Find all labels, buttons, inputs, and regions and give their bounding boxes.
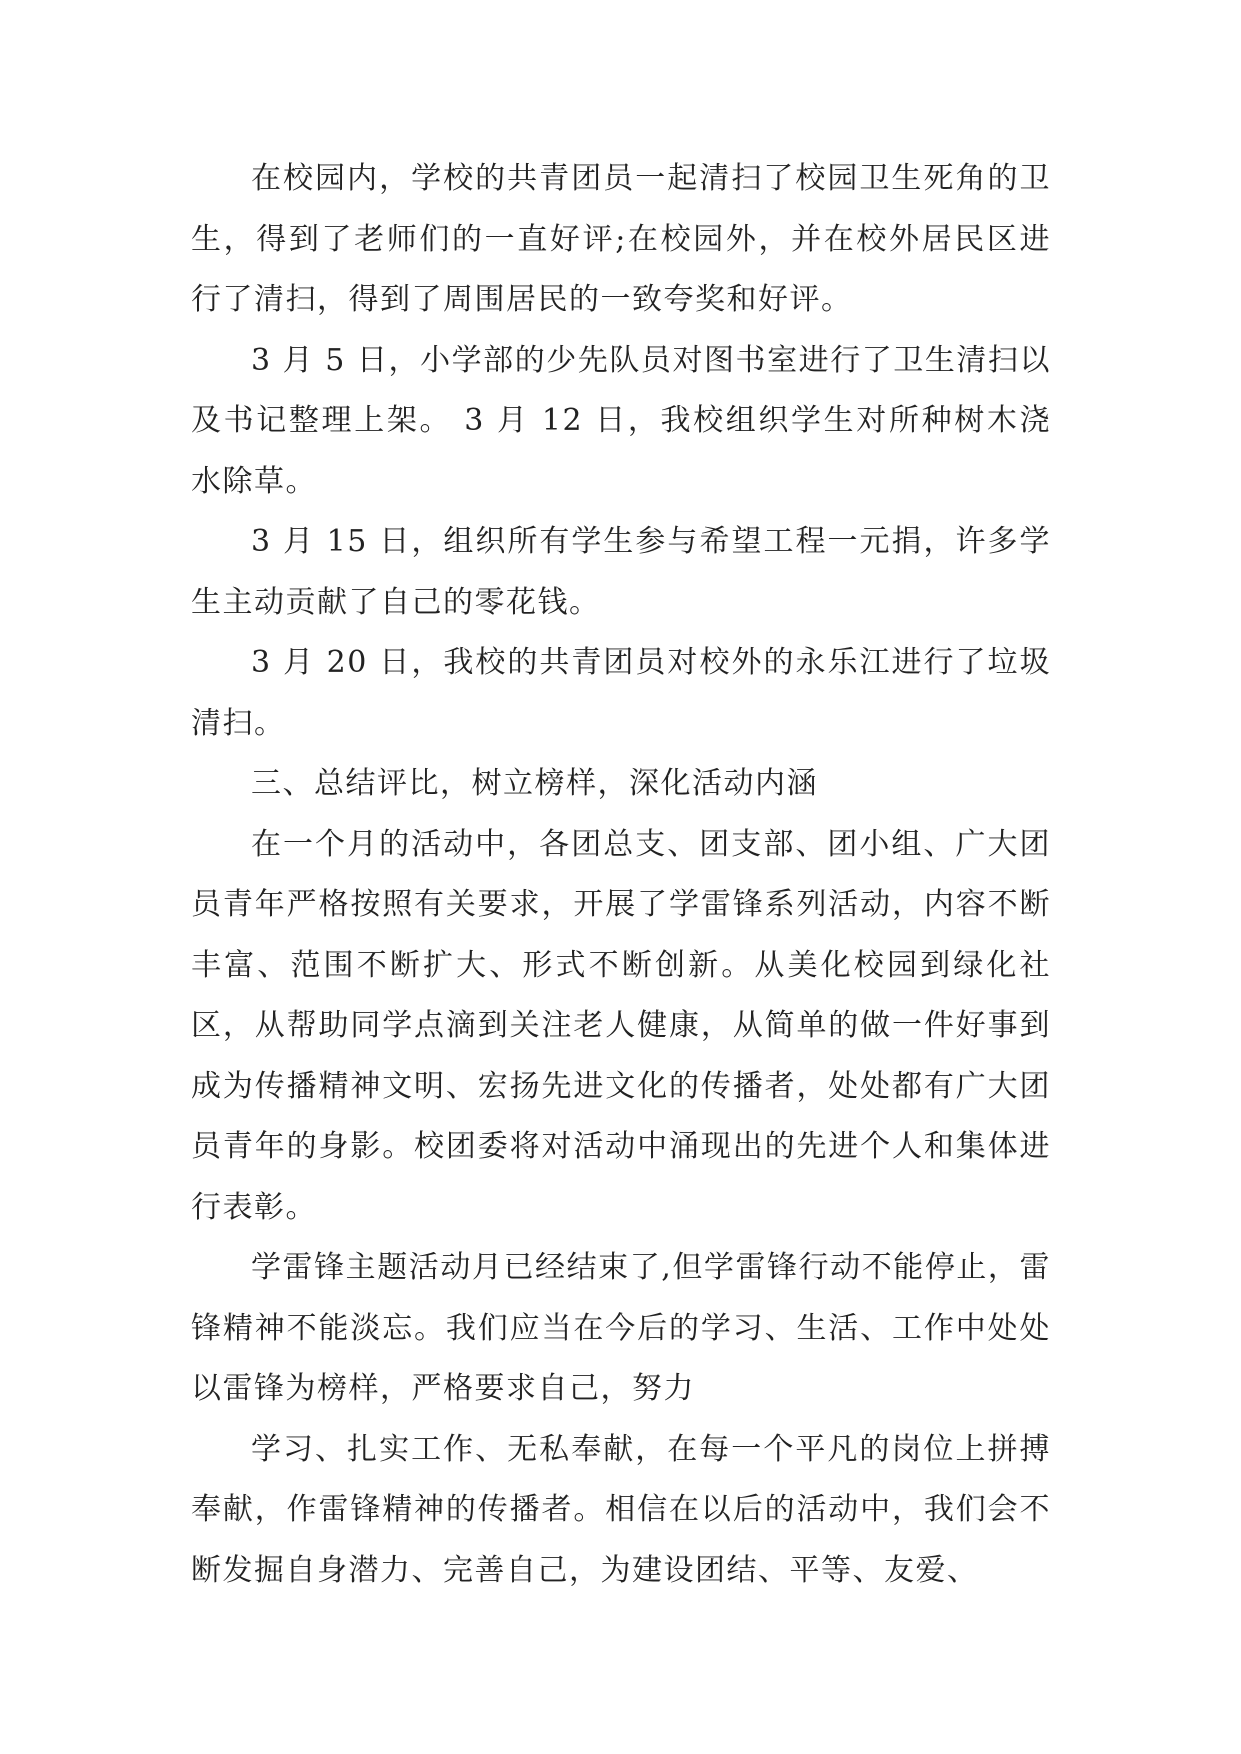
paragraph-lei-feng-spirit: 学雷锋主题活动月已经结束了,但学雷锋行动不能停止，雷锋精神不能淡忘。我们应当在今后的学习、生活、工作中处处以雷锋为榜样，严格要求自己，努力	[191, 1250, 1051, 1406]
paragraph-study-dedication: 学习、扎实工作、无私奉献，在每一个平凡的岗位上拼搏奉献，作雷锋精神的传播者。相信在以后的活动中，我们会不断发掘自身潜力、完善自己，为建设团结、平等、友爱、	[191, 1431, 1051, 1588]
paragraph-march-15: 3 月 15 日，组织所有学生参与希望工程一元捐，许多学生主动贡献了自己的零花钱。	[191, 524, 1051, 620]
document-page	[191, 149, 1051, 1601]
paragraph-campus-cleaning: 在校园内，学校的共青团员一起清扫了校园卫生死角的卫生，得到了老师们的一直好评;在校园外，并在校外居民区进行了清扫，得到了周围居民的一致夸奖和好评。	[191, 161, 1051, 317]
section-heading-summary: 三、总结评比，树立榜样，深化活动内涵	[251, 766, 818, 801]
paragraph-month-activities: 在一个月的活动中，各团总支、团支部、团小组、广大团员青年严格按照有关要求，开展了学雷锋系列活动，内容不断丰富、范围不断扩大、形式不断创新。从美化校园到绿化社区，从帮助同学点滴到关注老人健康，从简单的做一件好事到成为传播精神文明、宏扬先进文化的传播者，处处都有广大团员青年的身影。校团委将对活动中涌现出的先进个人和集体进行表彰。	[191, 826, 1051, 1225]
paragraph-march-20: 3 月 20 日，我校的共青团员对校外的永乐江进行了垃圾清扫。	[191, 645, 1051, 741]
paragraph-march-5-12: 3 月 5 日，小学部的少先队员对图书室进行了卫生清扫以及书记整理上架。 3 月 12 日，我校组织学生对所种树木浇水除草。	[191, 342, 1051, 499]
